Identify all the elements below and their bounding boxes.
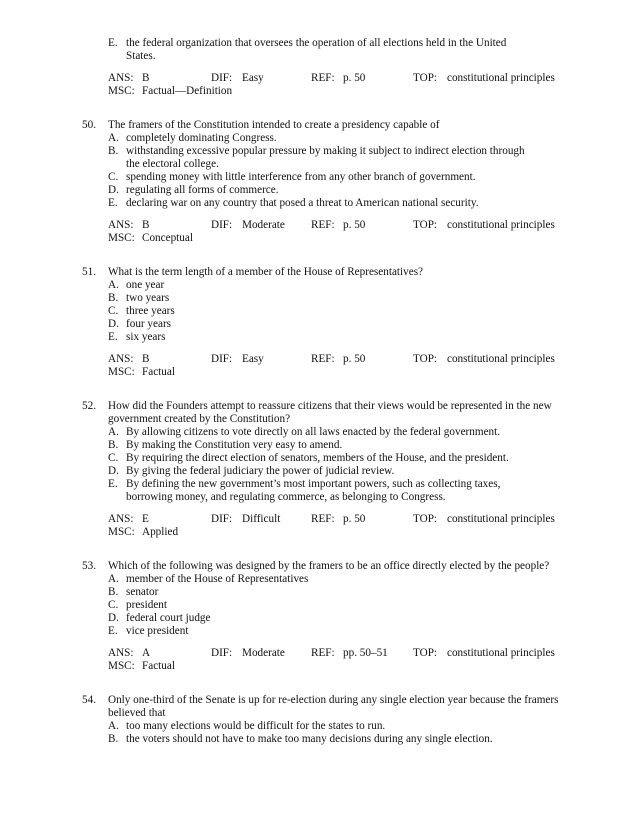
option-letter: B. [108, 145, 119, 157]
top-label: TOP: [413, 72, 438, 84]
option-text-line: By making the Constitution very easy to amend. [126, 439, 343, 451]
msc-label: MSC: [108, 232, 135, 244]
msc-label: MSC: [108, 85, 135, 97]
msc-label: MSC: [108, 660, 135, 672]
option-letter: E. [108, 37, 118, 49]
ans-value: E [142, 513, 149, 525]
option-letter: A. [108, 132, 119, 144]
option-text-line: completely dominating Congress. [126, 132, 277, 144]
ref-label: REF: [311, 219, 335, 231]
option-letter: D. [108, 465, 119, 477]
ref-value: p. 50 [343, 72, 366, 84]
option-letter: E. [108, 478, 118, 490]
dif-value: Easy [242, 353, 264, 365]
ref-label: REF: [311, 647, 335, 659]
ans-label: ANS: [108, 513, 134, 525]
option-text-line: borrowing money, and regulating commerce, as belonging to Congress. [126, 491, 446, 503]
option-text-line: By giving the federal judiciary the power of judicial review. [126, 465, 395, 477]
ans-label: ANS: [108, 647, 134, 659]
top-label: TOP: [413, 353, 438, 365]
question-number: 50. [82, 119, 96, 131]
option-text-line: four years [126, 318, 172, 330]
ans-value: B [142, 353, 150, 365]
dif-label: DIF: [211, 219, 233, 231]
option-text-line: spending money with little interference from any other branch of government. [126, 171, 476, 183]
question-number: 53. [82, 560, 96, 572]
option-text-line: president [126, 599, 168, 611]
question-stem-line: government created by the Constitution? [108, 413, 291, 425]
top-label: TOP: [413, 647, 438, 659]
option-letter: A. [108, 426, 119, 438]
msc-value: Factual [142, 366, 175, 378]
question-stem-line: What is the term length of a member of the House of Representatives? [108, 266, 424, 278]
dif-value: Difficult [242, 513, 281, 525]
dif-label: DIF: [211, 353, 233, 365]
ref-value: p. 50 [343, 513, 366, 525]
option-letter: B. [108, 733, 119, 745]
msc-label: MSC: [108, 366, 135, 378]
question-stem-line: Which of the following was designed by the framers to be an office directly elected by the people? [108, 560, 550, 572]
msc-value: Factual [142, 660, 175, 672]
option-text-line: one year [126, 279, 165, 291]
option-text-line: vice president [126, 625, 189, 637]
top-label: TOP: [413, 219, 438, 231]
ans-value: B [142, 219, 150, 231]
option-text-line: senator [126, 586, 159, 598]
option-text-line: By allowing citizens to vote directly on all laws enacted by the federal government. [126, 426, 501, 438]
option-text-line: the electoral college. [126, 158, 219, 170]
question-stem-line: The framers of the Constitution intended to create a presidency capable of [108, 119, 440, 131]
question-number: 51. [82, 266, 96, 278]
option-text-line: three years [126, 305, 175, 317]
question-number: 54. [82, 694, 96, 706]
question-stem-line: How did the Founders attempt to reassure citizens that their views would be represented in the new [108, 400, 552, 412]
option-letter: B. [108, 439, 119, 451]
ref-value: pp. 50–51 [343, 647, 388, 659]
option-letter: A. [108, 573, 119, 585]
option-letter: C. [108, 452, 119, 464]
option-letter: E. [108, 625, 118, 637]
top-value: constitutional principles [447, 513, 555, 525]
option-letter: D. [108, 184, 119, 196]
option-text-line: regulating all forms of commerce. [126, 184, 279, 196]
option-text-line: declaring war on any country that posed a threat to American national security. [126, 197, 479, 209]
ref-value: p. 50 [343, 219, 366, 231]
option-letter: C. [108, 171, 119, 183]
ans-label: ANS: [108, 72, 134, 84]
option-letter: D. [108, 612, 119, 624]
question-stem-line: believed that [108, 707, 166, 719]
question-number: 52. [82, 400, 96, 412]
msc-value: Conceptual [142, 232, 193, 244]
question-stem-line: Only one-third of the Senate is up for re-election during any single election year because the framers [108, 694, 559, 706]
msc-value: Applied [142, 526, 179, 538]
top-value: constitutional principles [447, 353, 555, 365]
dif-value: Easy [242, 72, 264, 84]
option-letter: D. [108, 318, 119, 330]
ans-value: B [142, 72, 150, 84]
option-text-line: the voters should not have to make too many decisions during any single election. [126, 733, 493, 745]
option-text-line: By requiring the direct election of senators, members of the House, and the president. [126, 452, 509, 464]
option-letter: B. [108, 292, 119, 304]
msc-label: MSC: [108, 526, 135, 538]
option-text-line: the federal organization that oversees the operation of all elections held in the United [126, 37, 507, 49]
ans-label: ANS: [108, 353, 134, 365]
option-letter: C. [108, 305, 119, 317]
dif-label: DIF: [211, 647, 233, 659]
option-letter: E. [108, 197, 118, 209]
option-text-line: too many elections would be difficult for the states to run. [126, 720, 386, 732]
dif-value: Moderate [242, 219, 285, 231]
ref-label: REF: [311, 72, 335, 84]
ref-value: p. 50 [343, 353, 366, 365]
option-text-line: six years [126, 331, 166, 343]
option-letter: C. [108, 599, 119, 611]
dif-label: DIF: [211, 72, 233, 84]
option-text-line: States. [126, 50, 156, 62]
option-text-line: federal court judge [126, 612, 211, 624]
ans-label: ANS: [108, 219, 134, 231]
option-text-line: withstanding excessive popular pressure by making it subject to indirect election through [126, 145, 525, 157]
top-value: constitutional principles [447, 72, 555, 84]
dif-label: DIF: [211, 513, 233, 525]
option-text-line: two years [126, 292, 170, 304]
ref-label: REF: [311, 353, 335, 365]
option-letter: B. [108, 586, 119, 598]
msc-value: Factual—Definition [142, 85, 233, 97]
option-letter: A. [108, 720, 119, 732]
ans-value: A [142, 647, 151, 659]
top-value: constitutional principles [447, 647, 555, 659]
top-value: constitutional principles [447, 219, 555, 231]
option-text-line: By defining the new government’s most important powers, such as collecting taxes, [126, 478, 501, 490]
option-letter: E. [108, 331, 118, 343]
dif-value: Moderate [242, 647, 285, 659]
option-letter: A. [108, 279, 119, 291]
top-label: TOP: [413, 513, 438, 525]
ref-label: REF: [311, 513, 335, 525]
option-text-line: member of the House of Representatives [126, 573, 309, 585]
